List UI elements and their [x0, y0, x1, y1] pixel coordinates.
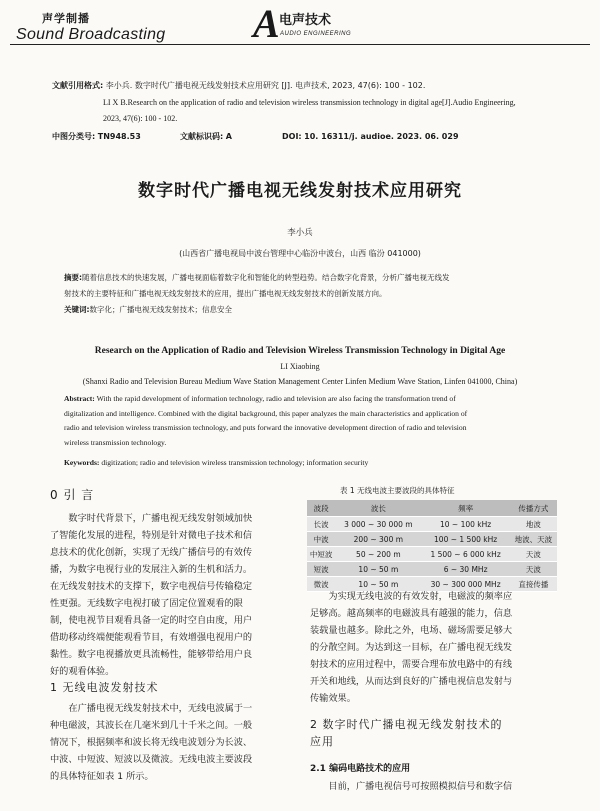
english-keywords [64, 458, 554, 467]
clc-label: 中图分类号: [52, 132, 96, 141]
table-header-row [307, 500, 557, 517]
clc-value: TN948.53 [97, 132, 141, 141]
table-cell: 3 000 ~ 30 000 m [335, 517, 421, 532]
section-1-line: 中波、中短波、短波以及微波。无线电波主要波段 [50, 754, 253, 765]
table-cell: 天波 [510, 547, 557, 562]
affiliation: (山西省广播电视局中波台管理中心临汾中波台，山西 临汾 041000) [179, 249, 421, 258]
table-cell: 100 ~ 1 500 kHz [421, 532, 509, 547]
english-abstract-label: Abstract: [64, 394, 95, 403]
section-2-1-heading: 2.1 编码电路技术的应用 [310, 764, 411, 774]
english-title: Research on the Application of Radio and Television Wireless Transmission Technology in Digital Age [94, 346, 506, 356]
journal-section-en: Sound Broadcasting [16, 26, 166, 43]
section-0-line: 了智能化发展的进程，特别是针对微电子技术和信 [50, 530, 253, 541]
journal-logo-mark: A [253, 1, 280, 46]
table-cell: 天波 [510, 562, 557, 577]
keywords-cn [64, 303, 554, 317]
section-0-line: 播，为数字电视行业的发展注入新的生机和活力。 [50, 564, 253, 575]
table-cell: 长波 [307, 517, 335, 532]
section-0-line: 性更强。无线数字电视打破了固定位置观看的限 [50, 598, 243, 609]
english-abstract-line4: wireless transmission technology. [64, 437, 167, 447]
author: 李小兵 [287, 228, 313, 238]
english-affiliation: (Shanxi Radio and Television Bureau Medium Wave Station Management Center Linfen Medium Wave Station, Linfen 041000, China) [82, 377, 518, 386]
english-author: LI Xiaobing [280, 362, 320, 371]
section-0-heading: 0 引 言 [50, 488, 95, 502]
abstract-cn-line1 [64, 271, 554, 285]
english-keywords-label: Keywords: [64, 458, 100, 467]
section-1-line: 种电磁波，其波长在几毫米到几十千米之间。一般 [50, 720, 253, 731]
section-1-line: 情况下，根据频率和波长将无线电波划分为长波、 [50, 737, 253, 748]
doc-code-value: A [225, 132, 232, 141]
section-0-line: 在无线发射技术的支撑下，数字电视信号传输稳定 [50, 581, 253, 592]
right-column-line: 为实现无线电波的有效发射，电磁波的频率应 [328, 591, 513, 602]
citation-en-line1: LI X B.Research on the application of radio and television wireless transmission technology in digital age[J].Audio Engineering, [103, 98, 516, 107]
right-column-body [310, 588, 556, 707]
english-abstract [64, 392, 554, 450]
keywords-cn-label: 关键词: [64, 305, 90, 314]
right-column-line: 的分散空间。为达到这一目标，在广播电视无线发 [310, 642, 513, 653]
doc-code-label: 文献标识码: [180, 132, 224, 141]
doi-value: 10. 16311/j. audioe. 2023. 06. 029 [304, 132, 459, 141]
table-cell: 短波 [307, 562, 335, 577]
table-row [307, 562, 557, 577]
section-0-line: 息技术的优化创新，实现了无线广播信号的有效传 [50, 547, 253, 558]
table-cell: 地波 [510, 517, 557, 532]
journal-section-cn: 声学制播 [42, 12, 90, 25]
table-cell: 10 ~ 50 m [335, 577, 421, 592]
section-0-line: 借助移动终端便能观看节目，有效增强电视用户的 [50, 632, 253, 643]
right-column-line: 射技术的应用过程中，需要合理布放电路中的有线 [310, 659, 513, 670]
table-cell: 1 500 ~ 6 000 kHz [421, 547, 509, 562]
right-column-line: 开关和地线，从而达到良好的广播电视信息发射与 [310, 676, 513, 687]
table-cell: 直接传播 [510, 577, 557, 592]
english-abstract-line2: digitalization and intelligence. Combined with the digital background, this paper analyzes the main characteristics and application of [64, 408, 468, 418]
section-1-heading: 1 无线电波发射技术 [50, 681, 159, 694]
abstract-cn-line2: 射技术的主要特征和广播电视无线发射技术的应用，提出广播电视无线发射技术的创新发展方向。 [64, 289, 387, 298]
paper-title: 数字时代广播电视无线发射技术应用研究 [138, 181, 462, 201]
english-abstract-line3: radio and television wireless transmission technology, and puts forward the innovative development direction of radio and television [64, 423, 467, 432]
journal-logo-en: AUDIO ENGINEERING [280, 31, 352, 37]
section-2-1-line1: 目前，广播电视信号可按照模拟信号和数字信 [328, 781, 513, 792]
doi-label: DOI: [282, 132, 302, 141]
english-abstract-line1 [64, 392, 554, 407]
section-1-body [50, 700, 296, 785]
section-0-body [50, 510, 296, 680]
doi [282, 131, 459, 143]
table-row [307, 532, 557, 547]
abstract-cn-label: 摘要: [64, 273, 82, 282]
section-1-line: 的具体特征如表 1 所示。 [50, 771, 154, 782]
header-rule [10, 44, 590, 45]
table-row [307, 547, 557, 562]
abstract-cn-text1: 随着信息技术的快速发展，广播电视面临着数字化和智能化的转型趋势。结合数字化背景，分析广播电视无线发 [82, 273, 450, 282]
section-0-line: 数字时代背景下，广播电视无线发射领域加快 [68, 513, 253, 524]
keywords-cn-text: 数字化；广播电视无线发射技术；信息安全 [89, 305, 232, 314]
right-column-line: 足够高。越高频率的电磁波具有越强的能力，信息 [310, 608, 513, 619]
section-1-line: 在广播电视无线发射技术中，无线电波属于一 [68, 703, 253, 714]
table-1 [307, 500, 557, 592]
table-cell: 30 ~ 300 000 MHz [421, 577, 509, 592]
table-cell: 地波、天波 [510, 532, 557, 547]
citation-en-line2: 2023, 47(6): 100 - 102. [103, 114, 178, 123]
right-column-line: 装载量也越多。除此之外，电场、磁场需要足够大 [310, 625, 513, 636]
table-cell: 6 ~ 30 MHz [421, 562, 509, 577]
table-cell: 10 ~ 100 kHz [421, 517, 509, 532]
section-0-line: 黏性。数字电视播放更具流畅性，能够带给用户良 [50, 649, 253, 660]
citation-label: 文献引用格式: [52, 81, 104, 90]
citation-cn [52, 80, 425, 92]
english-keywords-text: digitization; radio and television wireless transmission technology; information security [101, 458, 369, 467]
table-cell: 中波 [307, 532, 335, 547]
table-cell: 50 ~ 200 m [335, 547, 421, 562]
table-row [307, 517, 557, 532]
journal-logo-cn: 电声技术 [279, 13, 332, 28]
table-cell: 10 ~ 50 m [335, 562, 421, 577]
section-2-heading-line2: 应用 [310, 735, 334, 748]
table-cell: 中短波 [307, 547, 335, 562]
document-code [180, 131, 232, 143]
table-1-caption: 表 1 无线电波主要波段的具体特征 [340, 486, 455, 495]
table-header-cell: 传播方式 [510, 500, 557, 517]
section-0-line: 制，使电视节目观看具备一定的时空自由度，用户 [50, 615, 253, 626]
right-column-line: 传输效果。 [310, 693, 356, 704]
section-2-heading-line1: 2 数字时代广播电视无线发射技术的 [310, 718, 503, 731]
table-cell: 200 ~ 300 m [335, 532, 421, 547]
english-abstract-text1: With the rapid development of information technology, radio and television are also facing the transformation trend of [96, 394, 456, 403]
section-0-line: 好的观看体验。 [50, 666, 115, 677]
clc-number [52, 131, 141, 143]
table-cell: 微波 [307, 577, 335, 592]
table-header-cell: 波长 [335, 500, 421, 517]
table-header-cell: 波段 [307, 500, 335, 517]
citation-cn-text: 李小兵. 数字时代广播电视无线发射技术应用研究 [J]. 电声技术, 2023, 47(6): 100 - 102. [105, 81, 426, 90]
table-header-cell: 频率 [421, 500, 509, 517]
